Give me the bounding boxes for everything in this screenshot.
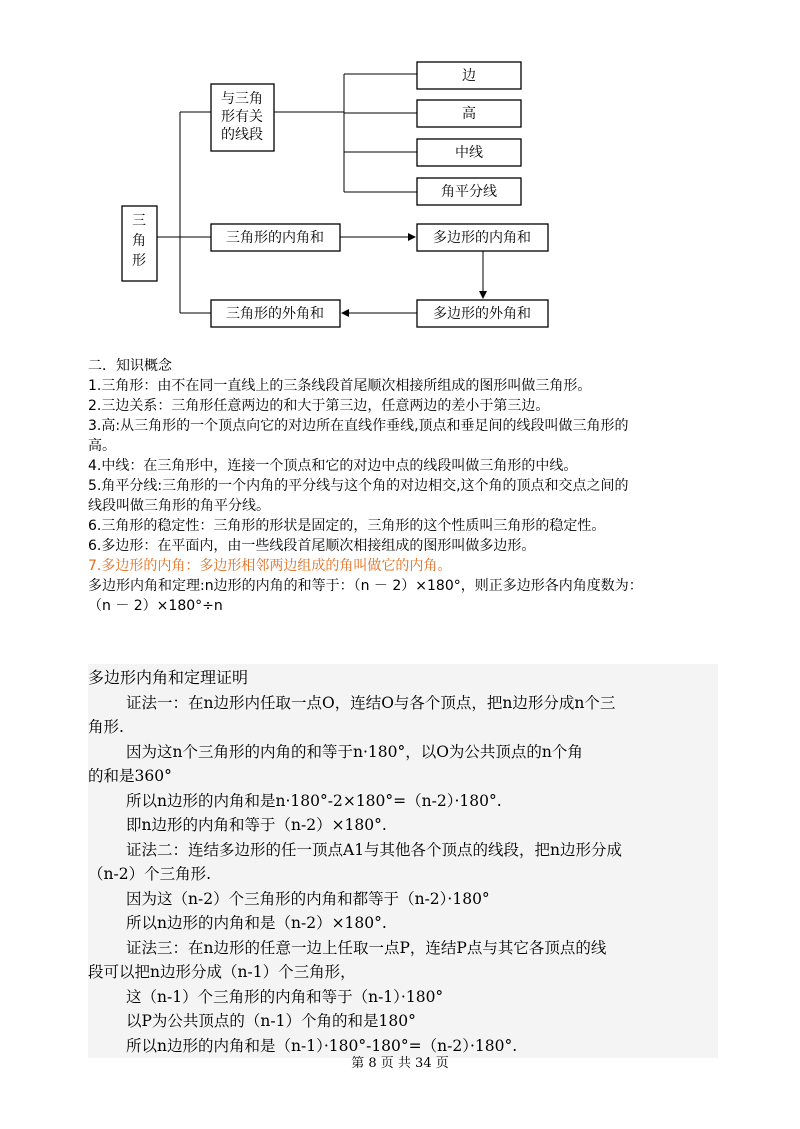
theorem-line: 多边形内角和定理:n边形的内角的和等于：（n － 2）×180°，则正多边形各内角度数为： <box>88 578 643 594</box>
segment-height: 高 <box>462 106 476 122</box>
proof-line: 以P为公共顶点的（n-1）个角的和是180° <box>126 1012 416 1030</box>
concept-item: 4.中线：在三角形中，连接一个顶点和它的对边中点的线段叫做三角形的中线。 <box>88 458 578 474</box>
concepts-section <box>88 356 728 616</box>
polygon-exterior-sum: 多边形的外角和 <box>433 306 531 322</box>
segment-group-line-3: 的线段 <box>221 127 263 143</box>
concept-item: 5.角平分线:三角形的一个内角的平分线与这个角的对边相交,这个角的顶点和交点之间的 <box>88 478 629 494</box>
triangle-interior-sum: 三角形的内角和 <box>226 230 324 246</box>
proof-line: 因为这n个三角形的内角的和等于n·180°，以O为公共顶点的n个角 <box>126 742 583 761</box>
concept-item: 1.三角形：由不在同一直线上的三条线段首尾顺次相接所组成的图形叫做三角形。 <box>88 378 592 394</box>
proof-line: 所以n边形的内角和是（n-2）×180°. <box>126 914 387 932</box>
proof-line: 段可以把n边形分成（n-1）个三角形， <box>88 963 356 981</box>
concept-map <box>0 0 800 340</box>
polygon-interior-sum: 多边形的内角和 <box>433 230 531 246</box>
concept-item: 6.多边形：在平面内，由一些线段首尾顺次相接组成的图形叫做多边形。 <box>88 538 536 554</box>
proof-block <box>88 664 718 1058</box>
concept-item: 6.三角形的稳定性：三角形的形状是固定的，三角形的这个性质叫三角形的稳定性。 <box>88 518 606 534</box>
proof-line: 即n边形的内角和等于（n-2）×180°. <box>126 816 387 834</box>
proof-line: （n-2）个三角形. <box>88 865 212 883</box>
proof-line: 这（n-1）个三角形的内角和等于（n-1）·180° <box>126 987 444 1006</box>
proof-line: 所以n边形的内角和是n·180°-2×180°=（n-2）·180°. <box>126 791 502 810</box>
root-label-2: 角 <box>132 233 146 249</box>
proof-lines <box>88 691 718 1059</box>
concept-highlight: 7.多边形的内角：多边形相邻两边组成的角叫做它的内角。 <box>88 558 452 574</box>
concept-item: 2.三边关系：三角形任意两边的和大于第三边，任意两边的差小于第三边。 <box>88 398 550 414</box>
segment-median: 中线 <box>455 145 483 161</box>
triangle-exterior-sum: 三角形的外角和 <box>226 306 324 322</box>
concept-item: 高。 <box>88 438 116 454</box>
proof-line: 的和是360° <box>88 767 172 785</box>
proof-line: 所以n边形的内角和是（n-1）·180°-180°=（n-2）·180°. <box>126 1036 518 1055</box>
proof-line: 证法二：连结多边形的任一顶点A1与其他各个顶点的线段，把n边形分成 <box>126 840 623 859</box>
page-footer: 第 8 页 共 34 页 <box>351 1056 449 1071</box>
concepts-heading: 二．知识概念 <box>88 358 172 374</box>
segment-bisector: 角平分线 <box>441 184 497 200</box>
segment-group-line-1: 与三角 <box>221 91 263 107</box>
proof-title: 多边形内角和定理证明 <box>88 668 249 687</box>
concept-item: 线段叫做三角形的角平分线。 <box>88 498 270 514</box>
segment-group-line-2: 形有关 <box>221 109 263 125</box>
concept-item: 3.高:从三角形的一个顶点向它的对边所在直线作垂线,顶点和垂足间的线段叫做三角形的 <box>88 418 629 434</box>
root-label-1: 三 <box>132 213 146 229</box>
proof-line: 证法三：在n边形的任意一边上任取一点P，连结P点与其它各顶点的线 <box>126 938 607 957</box>
proof-line: 角形. <box>88 718 124 736</box>
theorem-line: （n － 2）×180°÷n <box>88 598 223 614</box>
proof-line: 因为这（n-2）个三角形的内角和都等于（n-2）·180° <box>126 889 490 908</box>
root-label-3: 形 <box>132 253 146 269</box>
segment-edge: 边 <box>462 68 476 84</box>
proof-line: 证法一：在n边形内任取一点O，连结O与各个顶点，把n边形分成n个三 <box>126 693 616 712</box>
